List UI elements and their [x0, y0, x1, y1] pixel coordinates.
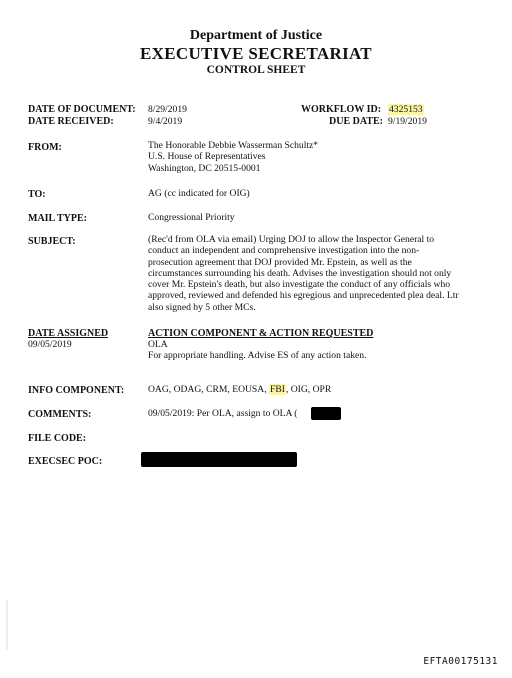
- subject-label: SUBJECT:: [28, 236, 76, 247]
- sheet-title: CONTROL SHEET: [206, 64, 306, 76]
- date-received-value: 9/4/2019: [148, 116, 183, 127]
- workflow-id-value: 4325153: [389, 104, 423, 115]
- from-line: Washington, DC 20515-0001: [148, 162, 261, 174]
- from-label: FROM:: [28, 142, 62, 153]
- scan-edge-mark: [6, 600, 8, 650]
- date-received-label: DATE RECEIVED:: [28, 116, 114, 127]
- info-component-after: , OIG, OPR: [285, 384, 332, 395]
- date-assigned-label: DATE ASSIGNED: [28, 328, 109, 339]
- info-component-before: OAG, ODAG, CRM, EOUSA,: [148, 384, 269, 395]
- subject-line: conduct an independent and comprehensive investigation into the non-: [148, 245, 420, 257]
- subject-line: (Rec'd from OLA via email) Urging DOJ to allow the Inspector General to: [148, 234, 435, 245]
- from-line: U.S. House of Representatives: [148, 151, 266, 163]
- footer-doc-id: EFTA00175131: [423, 656, 498, 667]
- execsec-poc-label: EXECSEC POC:: [28, 456, 103, 467]
- execsec-poc-redaction: [141, 452, 297, 467]
- subject-block: [148, 234, 459, 313]
- action-instruction: For appropriate handling. Advise ES of any action taken.: [148, 350, 367, 361]
- subject-line: cover Mr. Epstein's death, but also investigate the conduct of any officials who: [148, 279, 451, 291]
- subject-line: approved, reviewed and defended his egregious and unprecedented plea deal. Ltr: [148, 290, 459, 302]
- info-component-value: [148, 384, 331, 395]
- action-component: OLA: [148, 339, 168, 350]
- info-component-highlight: FBI: [270, 384, 285, 395]
- mail-type-value: Congressional Priority: [148, 212, 235, 223]
- file-code-label: FILE CODE:: [28, 433, 87, 444]
- comments-redaction: [311, 407, 341, 420]
- date-assigned-value: 09/05/2019: [28, 339, 72, 350]
- department-title: Department of Justice: [189, 28, 323, 43]
- office-title: EXECUTIVE SECRETARIAT: [140, 44, 372, 63]
- comments-label: COMMENTS:: [28, 409, 92, 420]
- action-header: ACTION COMPONENT & ACTION REQUESTED: [148, 328, 374, 339]
- date-of-document-value: 8/29/2019: [148, 104, 187, 115]
- subject-line: also signed by 5 other MCs.: [148, 301, 256, 313]
- due-date-value: 9/19/2019: [388, 116, 427, 127]
- date-of-document-label: DATE OF DOCUMENT:: [28, 104, 136, 115]
- workflow-id-wrap: [388, 104, 424, 115]
- from-block: [148, 140, 318, 174]
- mail-type-label: MAIL TYPE:: [28, 213, 87, 224]
- to-value: AG (cc indicated for OIG): [148, 188, 250, 199]
- subject-line: circumstances surrounding his death. Advises the investigation should not only: [148, 267, 452, 279]
- workflow-id-label: WORKFLOW ID:: [301, 104, 382, 115]
- info-component-label: INFO COMPONENT:: [28, 385, 125, 396]
- from-line: The Honorable Debbie Wasserman Schultz*: [148, 140, 319, 151]
- due-date-label: DUE DATE:: [329, 116, 383, 127]
- to-label: TO:: [28, 189, 46, 200]
- comments-value: 09/05/2019: Per OLA, assign to OLA (: [148, 408, 298, 419]
- subject-line: prosecution agreement that DOJ provided Mr. Epstein, as well as the: [148, 256, 412, 268]
